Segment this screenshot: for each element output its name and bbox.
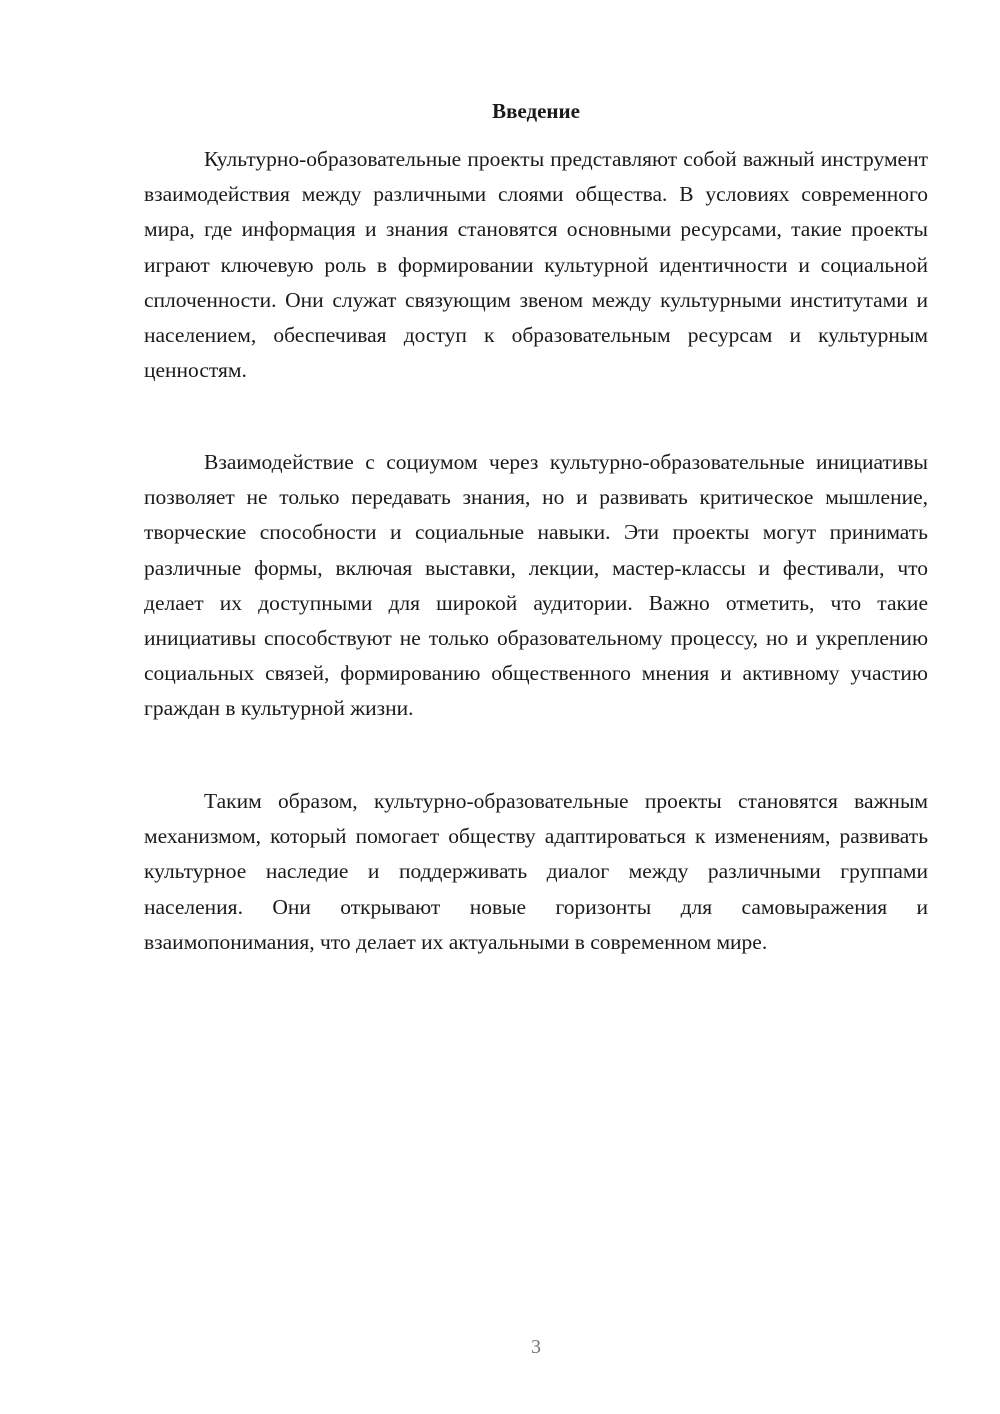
paragraph-1: Культурно-образовательные проекты представляют собой важный инструмент взаимодействия между различными слоями общества. В условиях современного мира, где информация и знания становятся основными ресурсами, такие проекты играют ключевую роль в формировании культурной идентичности и социальной сплоченности. Они служат связующим звеном между культурными институтами и населением, обеспечивая доступ к образовательным ресурсам и культурным ценностям.: [144, 147, 928, 383]
section-title: Введение: [492, 99, 580, 123]
page-number: 3: [531, 1336, 541, 1358]
paragraph-2: Взаимодействие с социумом через культурно-образовательные инициативы позволяет не только передавать знания, но и развивать критическое мышление, творческие способности и социальные навыки. Эти проекты могут принимать различные формы, включая выставки, лекции, мастер-классы и фестивали, что делает их доступными для широкой аудитории. Важно отметить, что такие инициативы способствуют не только образовательному процессу, но и укреплению социальных связей, формированию общественного мнения и активному участию граждан в культурной жизни.: [144, 450, 928, 721]
paragraph-3: Таким образом, культурно-образовательные проекты становятся важным механизмом, который помогает обществу адаптироваться к изменениям, развивать культурное наследие и поддерживать диалог между различными группами населения. Они открывают новые горизонты для самовыражения и взаимопонимания, что делает их актуальными в современном мире.: [144, 789, 928, 954]
